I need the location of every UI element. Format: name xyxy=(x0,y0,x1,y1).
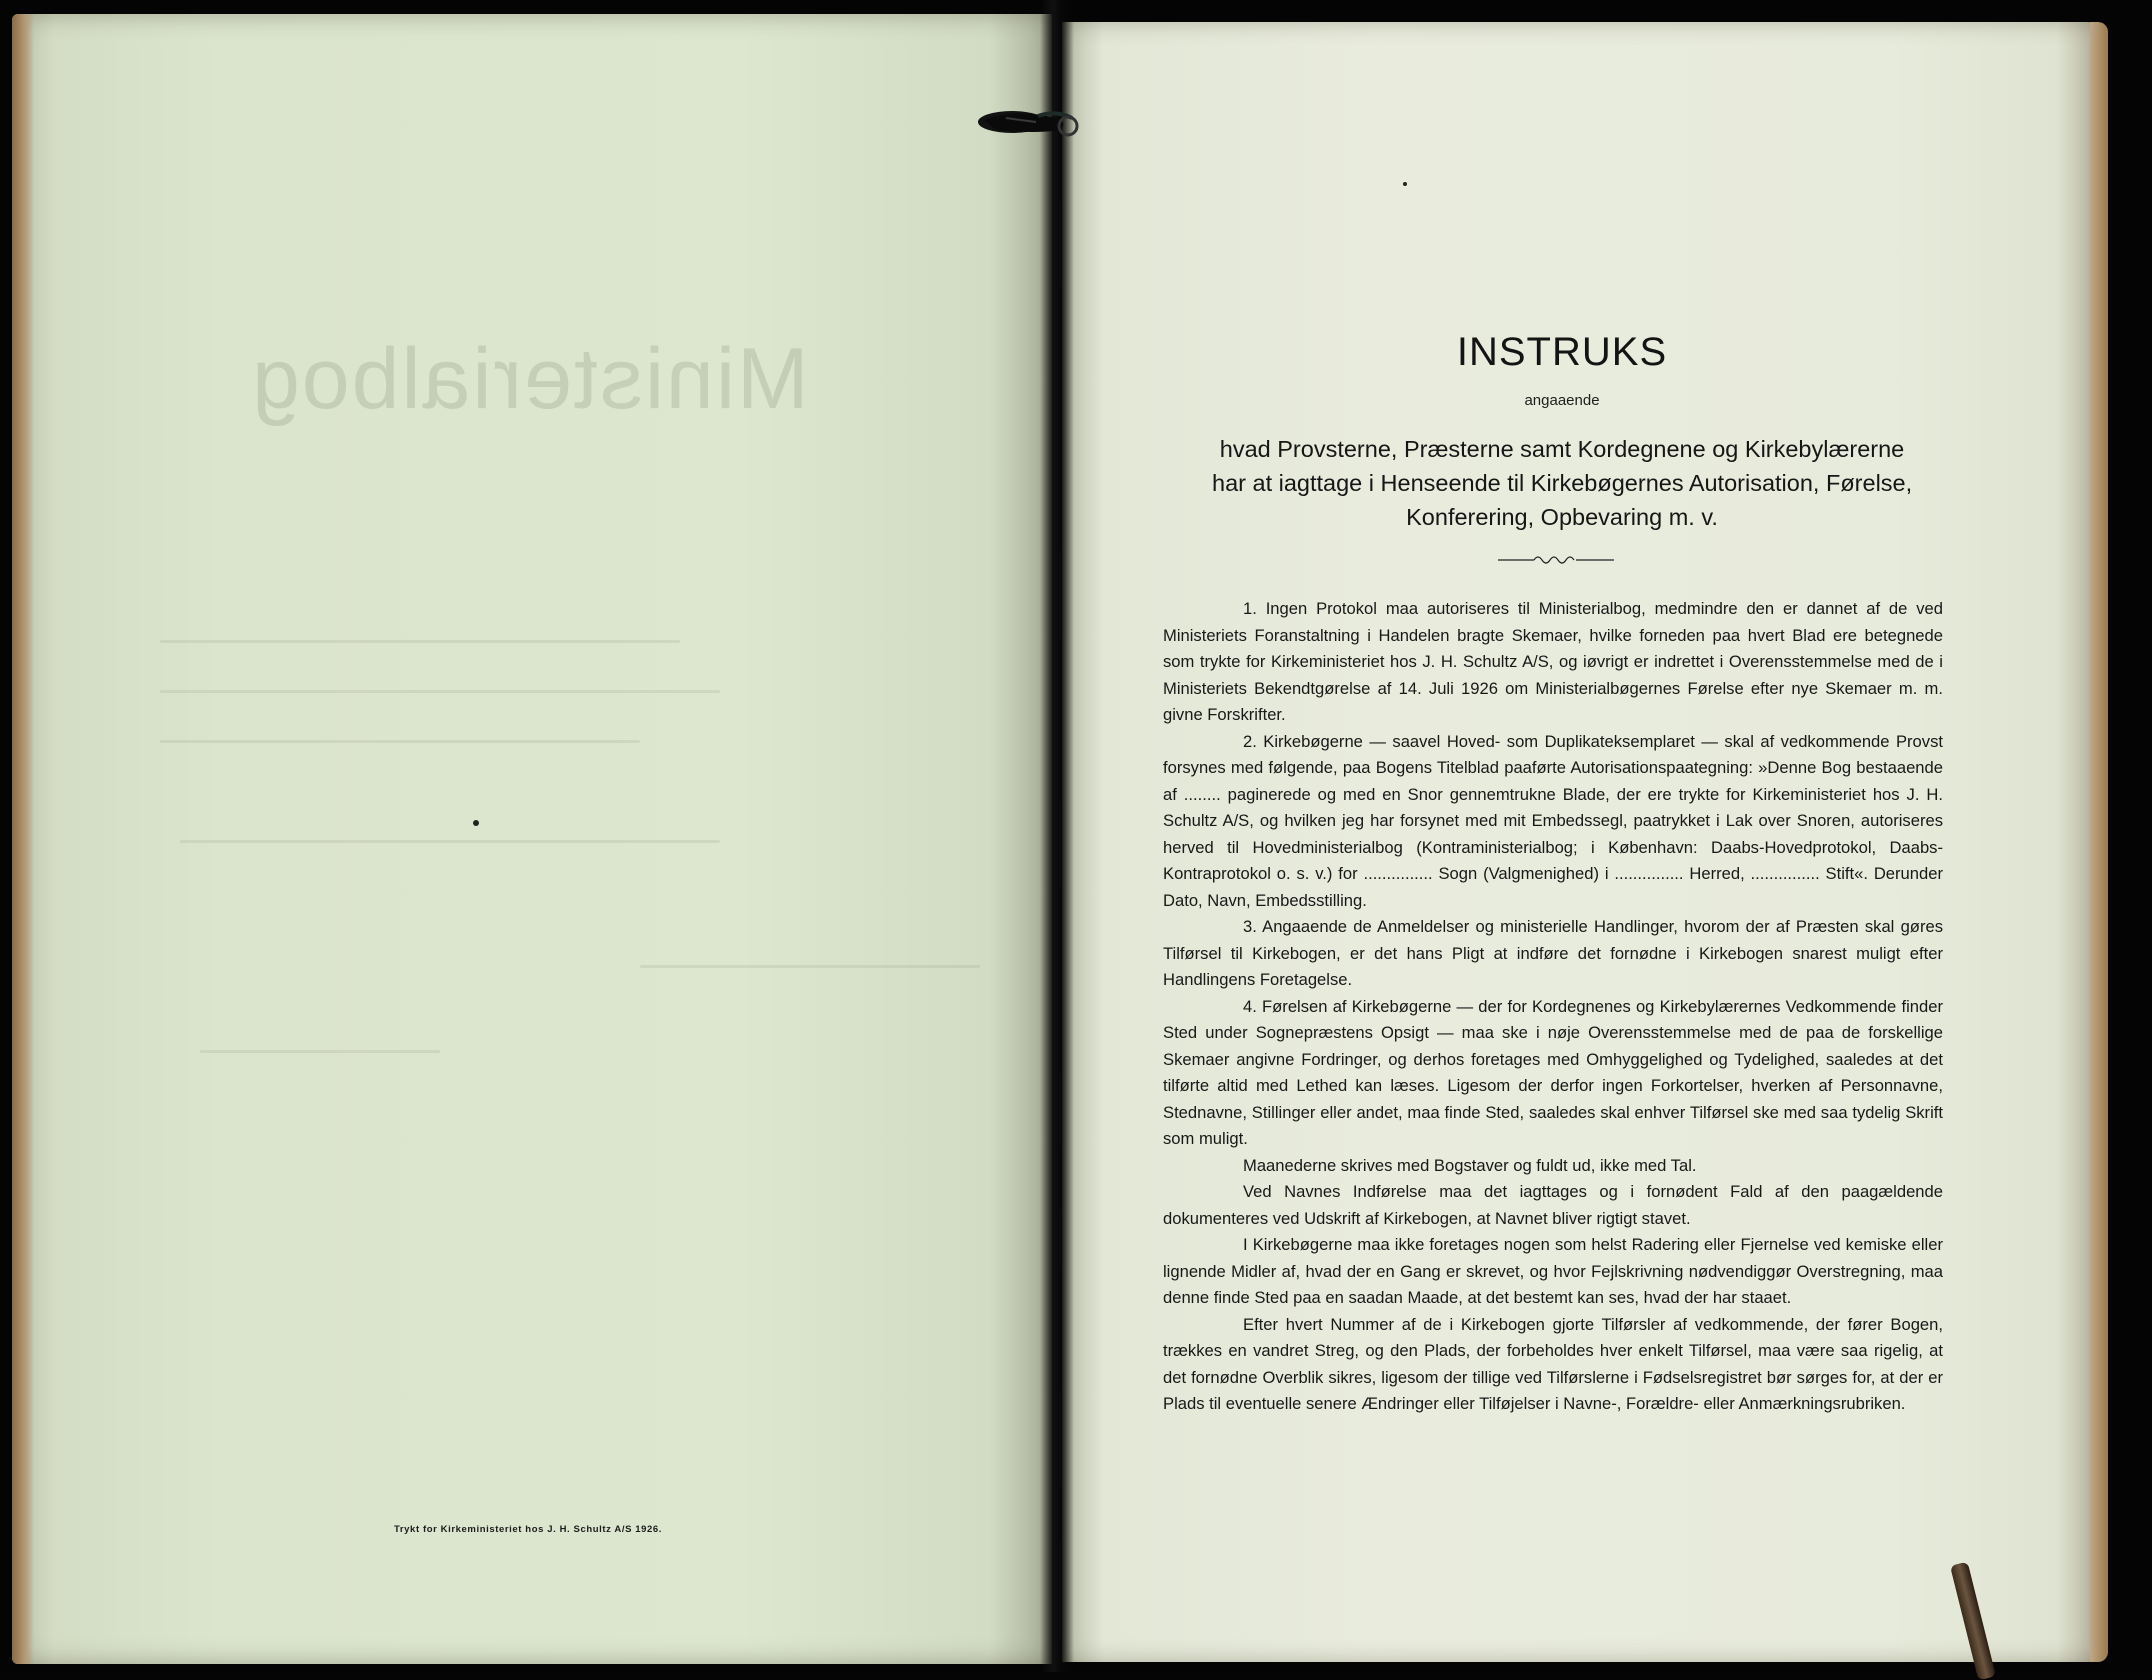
paragraph-3: 3. Angaaende de Anmeldelser og ministerielle Handlinger, hvorom der af Præsten skal gøres Tilførsel til Kirkebogen, er det hans Pligt at indføre det fornødne i Kirkebogen snarest muligt efter Handlingens Foretagelse. xyxy=(1163,917,1943,989)
paragraph-erasure: I Kirkebøgerne maa ikke foretages nogen som helst Radering eller Fjernelse ved kemiske eller lignende Midler af, hvad der en Gang er skrevet, og hvor Fejlskrivning nødvendiggør Overstregning, maa denne finde Sted paa en saadan Maade, at det bestemt kan ses, hvad der har staaet. xyxy=(1163,1235,1943,1307)
paragraph-entries: Efter hvert Nummer af de i Kirkebogen gjorte Tilførsler af vedkommende, der fører Bogen, trækkes en vandret Streg, og den Plads, der forbeholdes hver enkelt Tilførsel, maa være saa rigelig, at det fornødne Overblik sikres, ligesom der tillige ved Tilførslerne i Fødselsregistret bør sørges for, at der er Plads til eventuelle senere Ændringer eller Tilføjelser i Navne-, Forældre- eller Anmærkningsrubriken. xyxy=(1163,1314,1943,1413)
binding-stitch xyxy=(1057,1540,1061,1640)
left-page xyxy=(12,14,1052,1664)
binding-stitch xyxy=(1057,800,1061,888)
printer-imprint: Trykt for Kirkeministeriet hos J. H. Schultz A/S 1926. xyxy=(394,1524,663,1535)
heading-line: hvad Provsterne, Præsterne samt Kordegnene og Kirkebylærerne xyxy=(1219,436,1905,462)
heading-line: har at iagttage i Henseende til Kirkebøgernes Autorisation, Førelse, xyxy=(1212,470,1913,496)
paragraph-2: 2. Kirkebøgerne — saavel Hoved- som Duplikateksemplaret — skal af vedkommende Provst forsynes med følgende, paa Bogens Titelblad paaførte Autorisationspaategning: »Denne Bog bestaaende af ........ paginerede og med en Snor gennemtrukne Blade, der ere trykte for Kirkeministeriet hos J. H. Schultz A/S, og hvilken jeg har forsynet med mit Embedssegl, paatrykket i Lak over Snoren, autoriseres herved til Hovedministerialbog (Kontraministerialbog; i København: Daabs-Hovedprotokol, Daabs-Kontraprotokol o. s. v.) for ............... Sogn (Valgmenighed) i ............... Herred, ............... Stift«. Derunder Dato, Navn, Embedsstilling. xyxy=(1163,731,1943,910)
show-through-line xyxy=(200,1050,440,1053)
show-through-line xyxy=(640,965,980,968)
binding-stitch xyxy=(1057,1390,1061,1486)
paragraph-months: Maanederne skrives med Bogstaver og fuldt ud, ikke med Tal. xyxy=(1243,1155,1697,1175)
binding-stitch xyxy=(1057,1072,1061,1146)
right-page-edge xyxy=(2090,22,2108,1662)
instructions-body xyxy=(1163,596,1943,1418)
ink-dot xyxy=(473,820,479,826)
left-page-edge xyxy=(12,14,34,1664)
show-through-text: Ministerialbog xyxy=(250,331,809,427)
document-subtitle: angaaende xyxy=(1524,392,1600,409)
binding-stitch xyxy=(1057,200,1061,286)
ink-dot xyxy=(1403,182,1407,186)
show-through-line xyxy=(160,740,640,743)
paragraph-names: Ved Navnes Indførelse maa det iagttages og i fornødent Fald af den paagældende dokumenteres ved Udskrift af Kirkebogen, at Navnet bliver rigtigt stavet. xyxy=(1163,1182,1943,1228)
document-title: INSTRUKS xyxy=(1456,330,1668,374)
show-through-line xyxy=(180,840,720,843)
paragraph-1: 1. Ingen Protokol maa autoriseres til Ministerialbog, medmindre den er dannet af de ved Ministeriets Foranstaltning i Handelen bragte Skemaer, hvilke forneden paa hvert Blad ere betegnede som trykte for Kirkeministeriet hos J. H. Schultz A/S, og iøvrigt er indrettet i Overensstemmelse med de i Ministeriets Bekendtgørelse af 14. Juli 1926 om Ministerialbøgernes Førelse efter nye Skemaer m. m. givne Forskrifter. xyxy=(1163,599,1943,724)
ornament-divider-icon xyxy=(1496,553,1616,567)
heading-line: Konferering, Opbevaring m. v. xyxy=(1406,504,1718,530)
document-heading xyxy=(1212,432,1912,534)
show-through-line xyxy=(160,640,680,643)
binding-stitch xyxy=(1057,550,1061,640)
show-through-line xyxy=(160,690,720,693)
binding-thread-knot-icon xyxy=(976,104,1084,140)
binding-stitch xyxy=(1057,1210,1061,1270)
paragraph-4: 4. Førelsen af Kirkebøgerne — der for Kordegnenes og Kirkebylærernes Vedkommende finder Sted under Sognepræstens Opsigt — maa ske i nøje Overensstemmelse med de paa de forskellige Skemaer angivne Fordringer, og derhos foretages med Omhyggelighed og Tydelighed, saaledes at det tilførte altid med Lethed kan læses. Ligesom der derfor ingen Forkortelser, hverken af Personnavne, Stednavne, Stillinger eller andet, maa finde Sted, saaledes skal enhver Tilførsel ske med saa tydelig Skrift som muligt. xyxy=(1163,996,1943,1148)
